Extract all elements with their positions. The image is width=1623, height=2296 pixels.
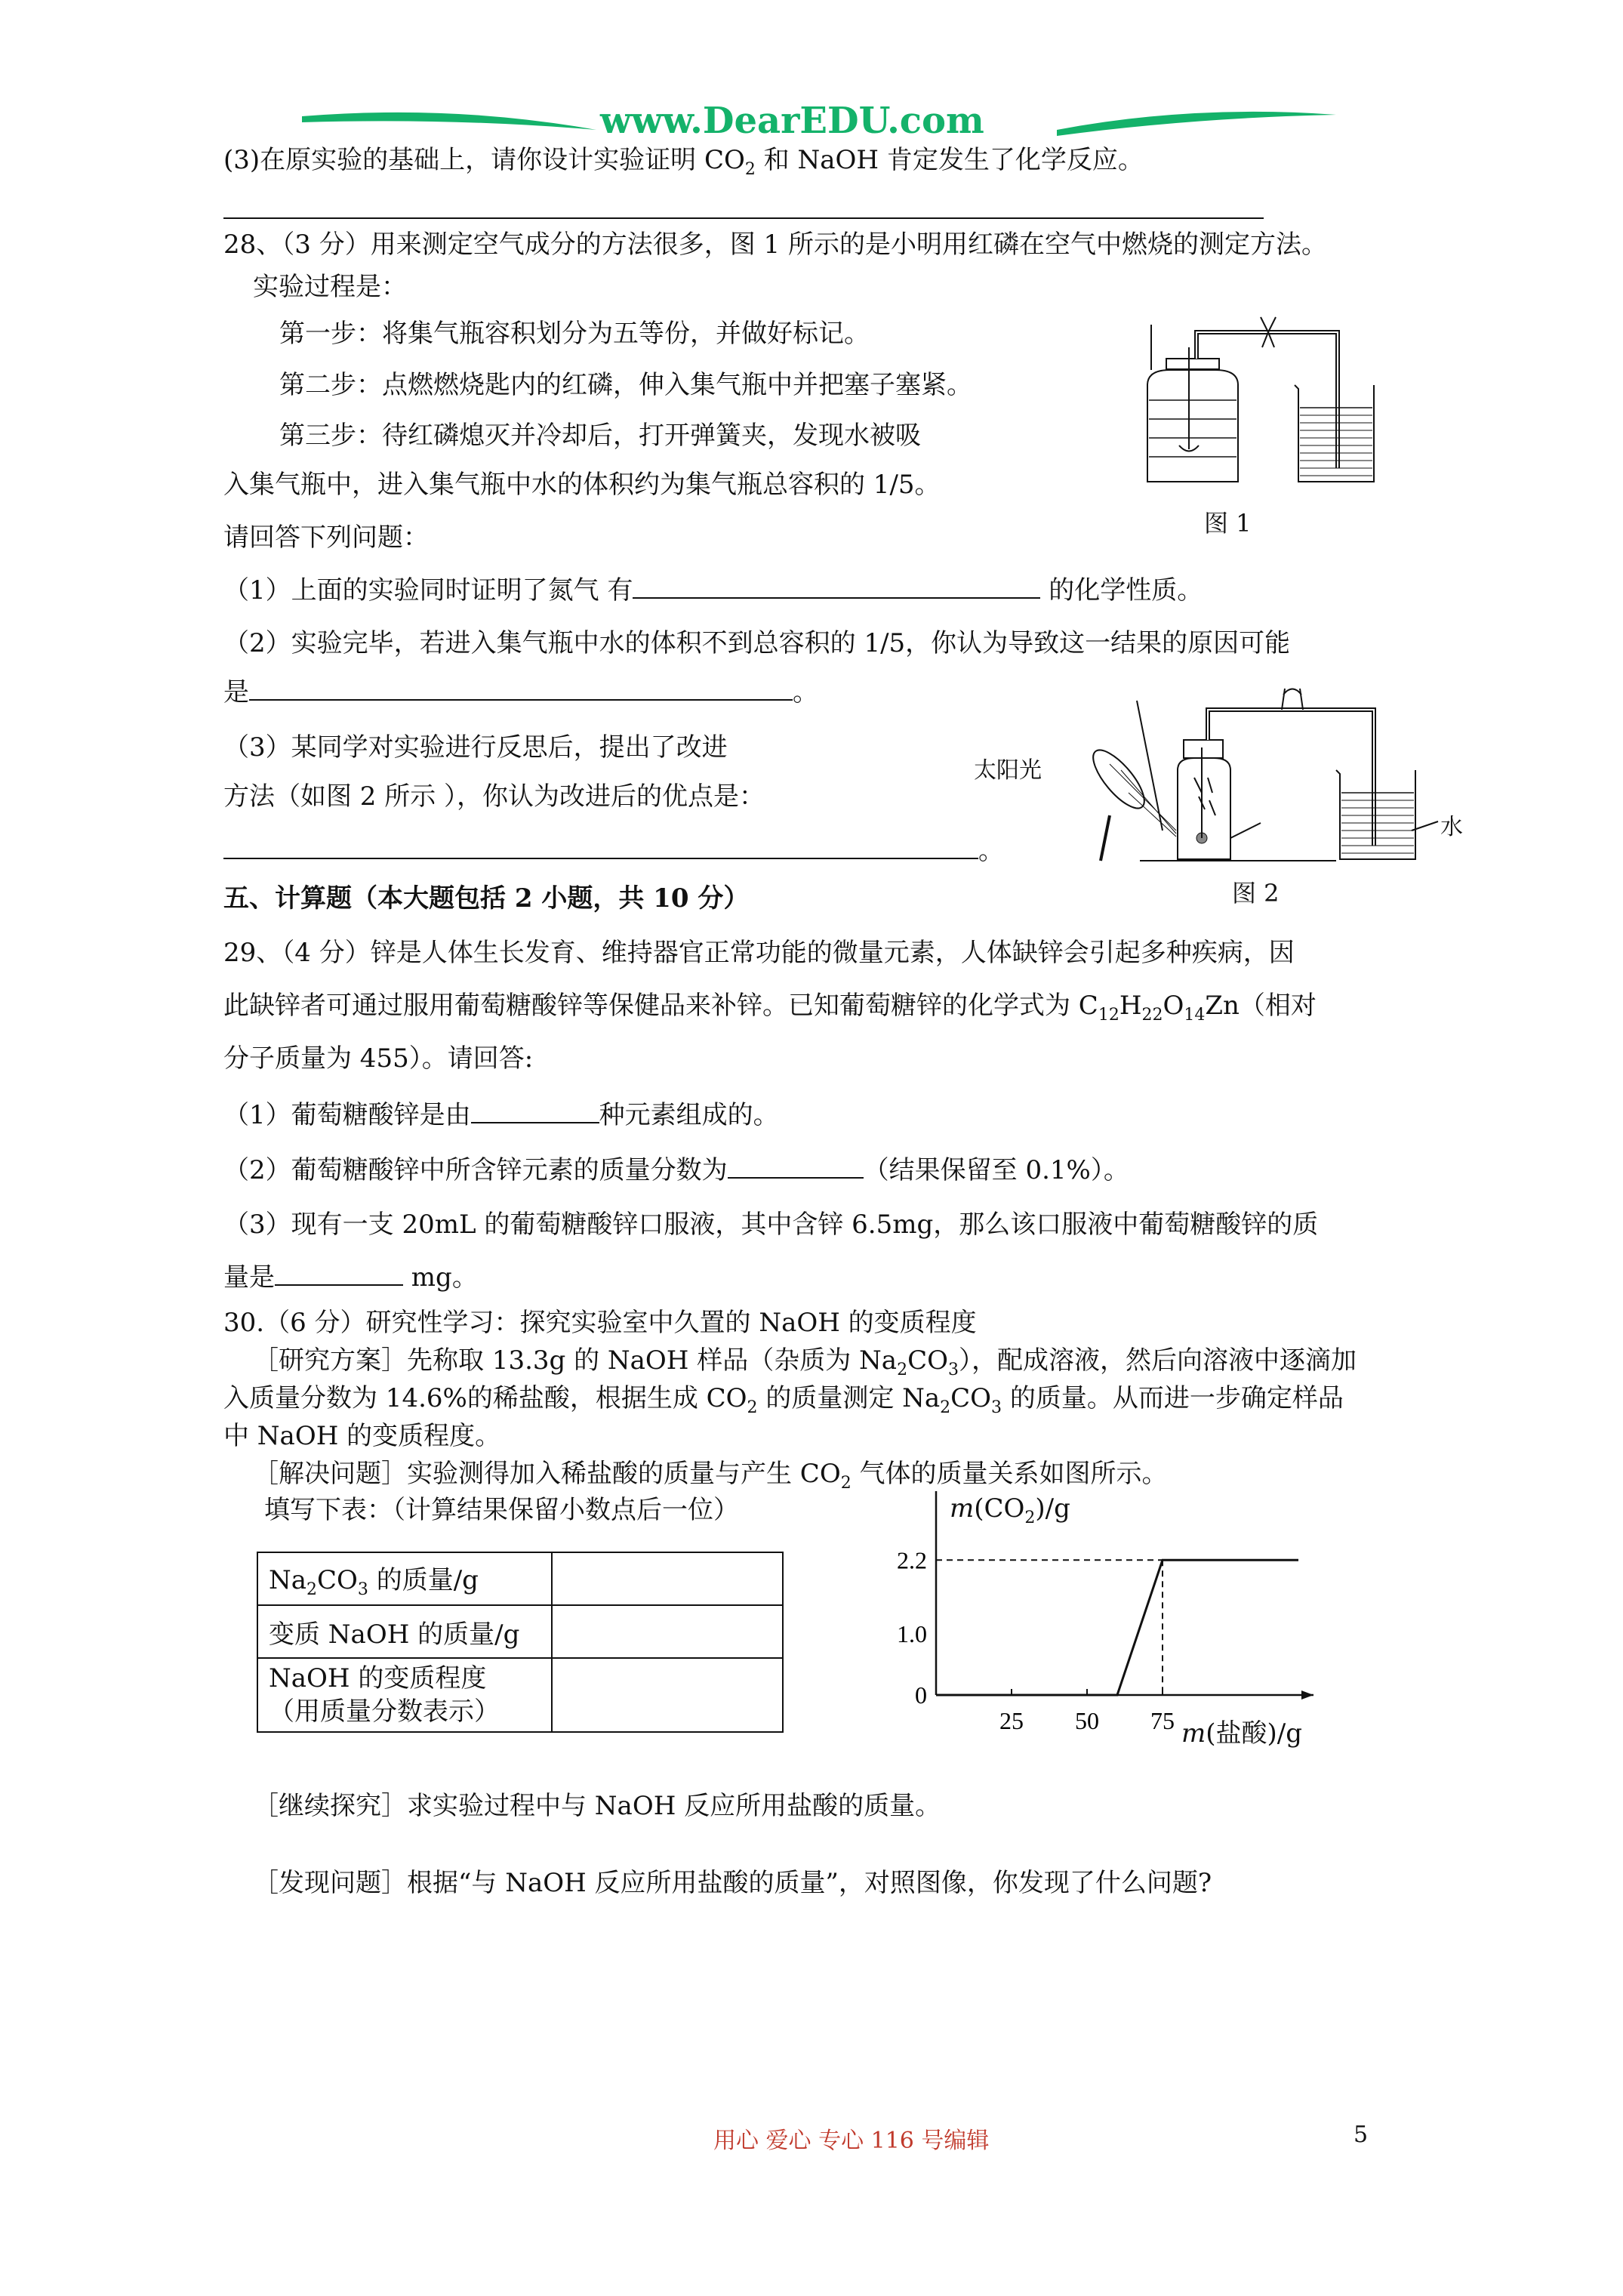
chart-x-tick-label: 75 bbox=[1150, 1707, 1175, 1734]
q28-part1: （1）上面的实验同时证明了氮气 有 的化学性质。 bbox=[223, 575, 1203, 606]
q29-part2: （2）葡萄糖酸锌中所含锌元素的质量分数为 （结果保留至 0.1%）。 bbox=[223, 1155, 1129, 1185]
q28-part2b: 是 。 bbox=[223, 677, 818, 707]
table-row bbox=[257, 1658, 783, 1732]
q28-step3a: 第三步：待红磷熄灭并冷却后，打开弹簧夹，发现水被吸 bbox=[279, 421, 921, 451]
chart-y-tick-label: 2.2 bbox=[897, 1546, 927, 1574]
q28-part1-blank[interactable] bbox=[633, 575, 1040, 599]
chart-y-tick-label: 1.0 bbox=[897, 1620, 927, 1647]
table-row bbox=[257, 1605, 783, 1658]
table-cell-answer[interactable] bbox=[552, 1658, 783, 1732]
q28-prompt: 请回答下列问题： bbox=[223, 522, 429, 553]
q29-line1: 29、（4 分）锌是人体生长发育、维持器官正常功能的微量元素，人体缺锌会引起多种疾病，因 bbox=[223, 938, 1295, 968]
q28-process: 实验过程是： bbox=[253, 272, 407, 302]
figure-1-caption: 图 1 bbox=[1204, 509, 1252, 538]
q30-fill: 填写下表：（计算结果保留小数点后一位） bbox=[264, 1495, 739, 1525]
q29-line3: 分子质量为 455）。请回答: bbox=[223, 1043, 534, 1074]
table-cell-label: 变质 NaOH 的质量/g bbox=[257, 1605, 552, 1658]
q28-step2: 第二步：点燃燃烧匙内的红磷，伸入集气瓶中并把塞子塞紧。 bbox=[279, 370, 972, 400]
q28-part3b: 方法（如图 2 所示 ），你认为改进后的优点是： bbox=[223, 781, 765, 812]
table-row bbox=[257, 1552, 783, 1605]
q28-part3c: 。 bbox=[223, 834, 1004, 868]
q27-part3: (3)在原实验的基础上，请你设计实验证明 $CO_2$ 和 NaOH 肯定发生了化学反应。 bbox=[223, 145, 1144, 179]
table-cell-answer[interactable] bbox=[552, 1605, 783, 1658]
q30-continue: ［继续探究］求实验过程中与 NaOH 反应所用盐酸的质量。 bbox=[253, 1791, 941, 1821]
section-5-title: 五、计算题（本大题包括 2 小题，共 10 分） bbox=[223, 883, 750, 914]
header-swoosh-right bbox=[1057, 100, 1336, 145]
chart-x-tick-label: 25 bbox=[999, 1707, 1024, 1734]
page-footer: 用心 爱心 专心 116 号编辑 bbox=[713, 2128, 990, 2154]
figure-2-water-label: 水 bbox=[1440, 814, 1463, 840]
q29-part3a: （3）现有一支 20mL 的葡萄糖酸锌口服液，其中含锌 6.5mg，那么该口服液中葡萄糖酸锌的质 bbox=[223, 1210, 1319, 1240]
q28-step1: 第一步：将集气瓶容积划分为五等份，并做好标记。 bbox=[279, 319, 870, 349]
table-cell-label: $Na_2CO_3$ 的质量/g bbox=[257, 1552, 552, 1605]
q29-part2-blank[interactable] bbox=[728, 1154, 864, 1179]
chart-x-tick-label: 50 bbox=[1075, 1707, 1099, 1734]
q30-plan-c: 中 NaOH 的变质程度。 bbox=[223, 1421, 501, 1451]
table-cell-answer[interactable] bbox=[552, 1552, 783, 1605]
figure-2-caption: 图 2 bbox=[1232, 879, 1280, 908]
q29-line2: 此缺锌者可通过服用葡萄糖酸锌等保健品来补锌。已知葡萄糖锌的化学式为 $C_{12}H_{22}O_{14}Zn$（相对 bbox=[223, 991, 1317, 1025]
q30-title: 30.（6 分）研究性学习：探究实验室中久置的 NaOH 的变质程度 bbox=[223, 1308, 977, 1338]
q30-answer-table bbox=[257, 1552, 784, 1733]
q30-discover: ［发现问题］根据“与 NaOH 反应所用盐酸的质量”，对照图像，你发现了什么问题? bbox=[253, 1868, 1212, 1898]
q28-title: 28、（3 分）用来测定空气成分的方法很多，图 1 所示的是小明用红磷在空气中燃烧的测定方法。 bbox=[223, 230, 1327, 260]
q28-part2a: （2）实验完毕，若进入集气瓶中水的体积不到总容积的 1/5，你认为导致这一结果的原因可能 bbox=[223, 628, 1291, 658]
table-cell-label: NaOH 的变质程度 （用质量分数表示） bbox=[257, 1658, 552, 1732]
q28-part3-blank[interactable] bbox=[223, 835, 978, 859]
header-site[interactable]: www.DearEDU.com bbox=[600, 100, 984, 142]
chart-y-tick-label: 0 bbox=[915, 1681, 927, 1709]
chart-series-line bbox=[936, 1560, 1298, 1695]
header-swoosh-left bbox=[302, 100, 596, 145]
chart-x-arrow bbox=[1301, 1690, 1313, 1700]
q30-plan-b: 入质量分数为 14.6%的稀盐酸，根据生成 $CO_2$ 的质量测定 $Na_2CO_3$ 的质量。从而进一步确定样品 bbox=[223, 1383, 1344, 1417]
q28-part3a: （3）某同学对实验进行反思后，提出了改进 bbox=[223, 732, 728, 763]
figure-2-sunlight-label: 太阳光 bbox=[974, 757, 1042, 784]
figure-2-apparatus bbox=[1034, 680, 1457, 868]
q29-part3-blank[interactable] bbox=[275, 1262, 403, 1286]
page-number: 5 bbox=[1354, 2122, 1369, 2148]
q30-solve: ［解决问题］实验测得加入稀盐酸的质量与产生 $CO_2$ 气体的质量关系如图所示。 bbox=[253, 1459, 1168, 1493]
chart-y-axis-label: $m(CO_2)/g$ bbox=[950, 1493, 1070, 1527]
q27-answer-line[interactable] bbox=[223, 217, 1264, 219]
chart-x-axis-label: m(盐酸)/g bbox=[1181, 1718, 1302, 1749]
q29-part1-blank[interactable] bbox=[471, 1099, 599, 1123]
q29-part3b: 量是 mg。 bbox=[223, 1262, 478, 1293]
q28-part2-blank[interactable] bbox=[249, 676, 793, 701]
q29-part1: （1）葡萄糖酸锌是由 种元素组成的。 bbox=[223, 1100, 779, 1130]
q30-plan-a: ［研究方案］先称取 13.3g 的 NaOH 样品（杂质为 $Na_2CO_3$），配成溶液，然后向溶液中逐滴加 bbox=[253, 1345, 1357, 1379]
q28-step3b: 入集气瓶中，进入集气瓶中水的体积约为集气瓶总容积的 1/5。 bbox=[223, 470, 941, 500]
figure-1-apparatus bbox=[1125, 302, 1427, 491]
